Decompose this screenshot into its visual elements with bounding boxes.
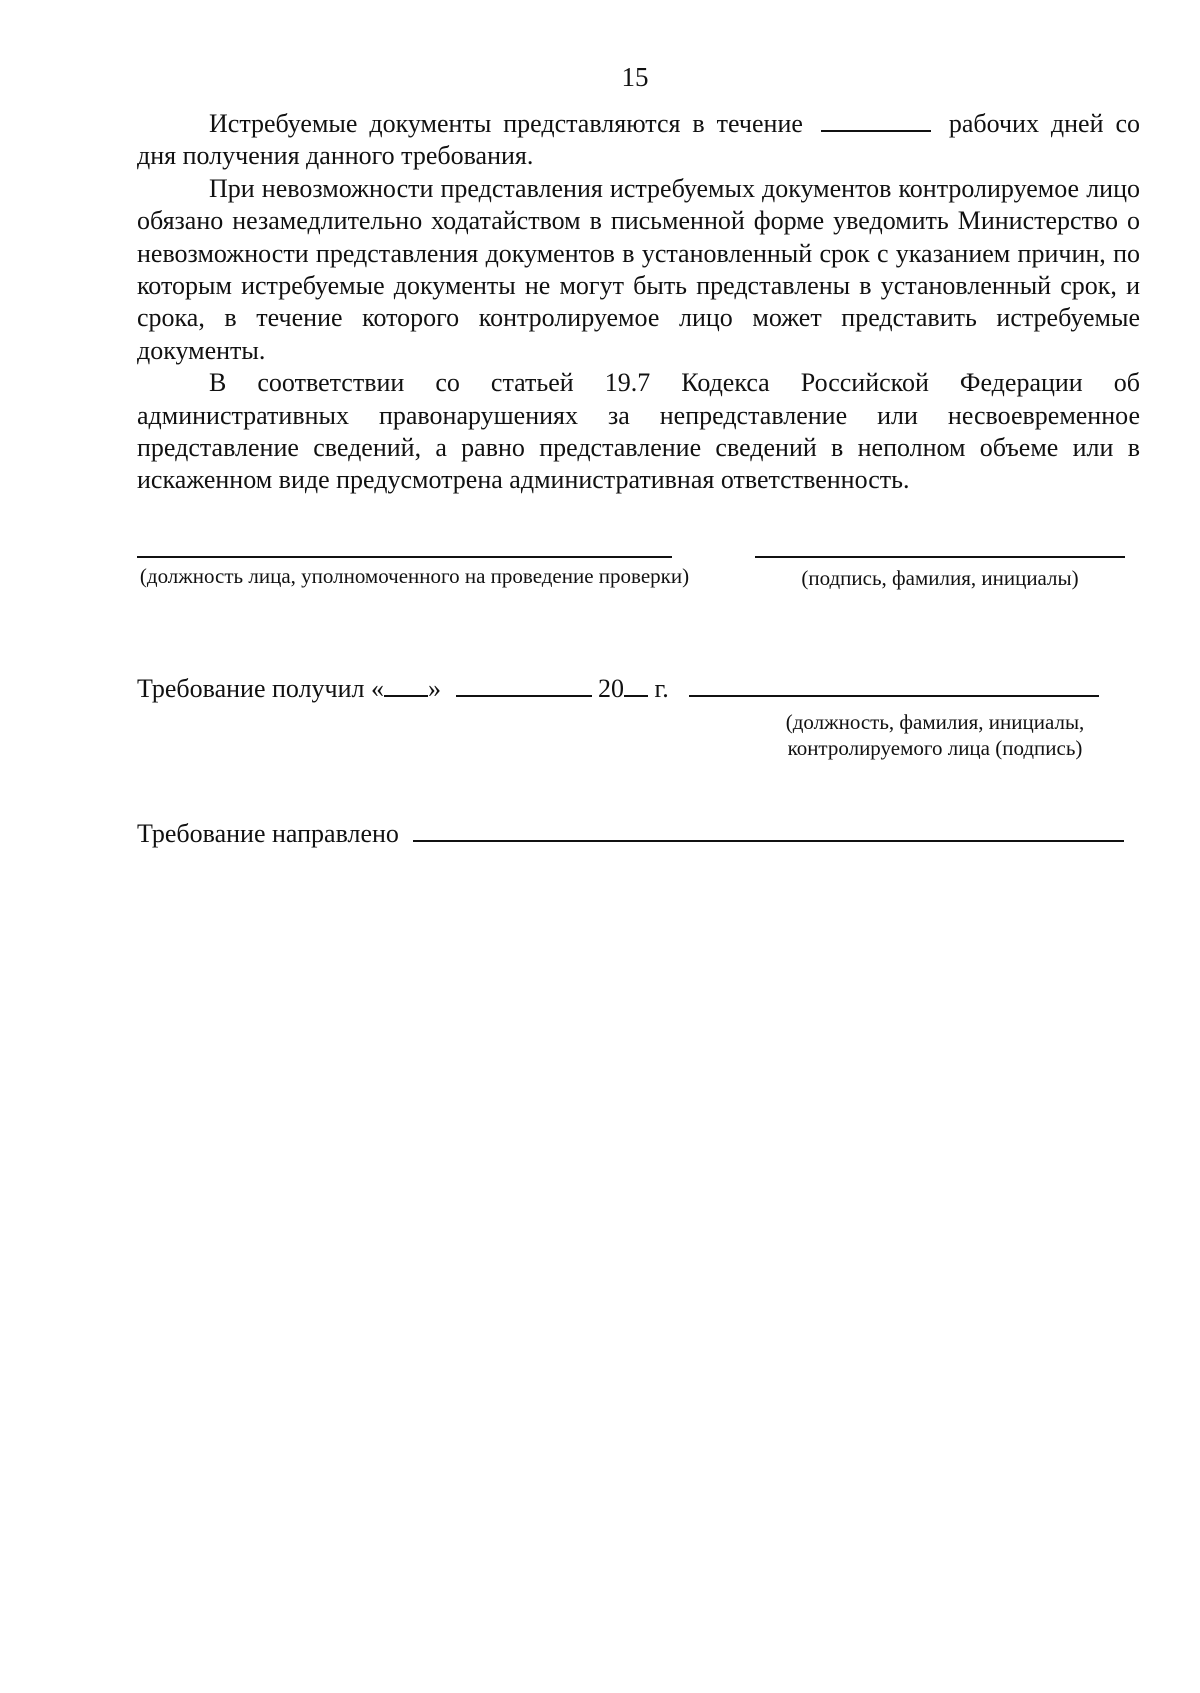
quote-open: « [371,674,385,703]
recipient-caption-line-1: (должность, фамилия, инициалы, [785,710,1085,734]
paragraph-deadline [137,108,1140,173]
official-signature-line[interactable] [755,556,1125,558]
sent-row [137,818,1140,850]
sent-to-field[interactable] [413,818,1124,842]
sent-label: Требование направлено [137,819,399,848]
recipient-caption [735,709,1135,761]
paragraph-liability: В соответствии со статьей 19.7 Кодекса Российской Федерации об административных правонарушениях за непредставление или несвоевременное представление сведений, а равно представление сведений в неполном объеме или в искаженном виде предусмотрена административная ответственность. [137,368,1140,495]
received-year-field[interactable] [624,673,648,697]
received-row [137,673,1137,705]
received-month-field[interactable] [456,673,592,697]
official-position-line[interactable] [137,556,672,558]
official-position-caption: (должность лица, уполномоченного на проведение проверки) [139,564,690,588]
quote-close: » [428,674,442,703]
recipient-signature-field[interactable] [689,673,1099,697]
official-signature-caption: (подпись, фамилия, инициалы) [801,566,1079,590]
recipient-caption-line-2: контролируемого лица (подпись) [787,736,1083,760]
page-number: 15 [621,62,649,92]
year-prefix: 20 [598,674,625,703]
received-label: Требование получил [137,674,365,703]
year-suffix: г. [654,674,669,703]
received-day-field[interactable] [384,673,428,697]
deadline-text-end: рабочих дней со дня получения данного требования. [137,109,1141,171]
paragraph-impossibility: При невозможности представления истребуемых документов контролируемое лицо обязано незамедлительно ходатайством в письменной форме уведомить Министерство о невозможности представления документов в установленный срок с указанием причин, по которым истребуемые документы не могут быть представлены в установленный срок, и срока, в течение которого контролируемое лицо может представить истребуемые документы. [137,173,1140,365]
document-body [137,108,1140,497]
days-blank-field[interactable] [821,110,931,132]
deadline-text-start: Истребуемые документы представляются в течение [209,109,803,138]
